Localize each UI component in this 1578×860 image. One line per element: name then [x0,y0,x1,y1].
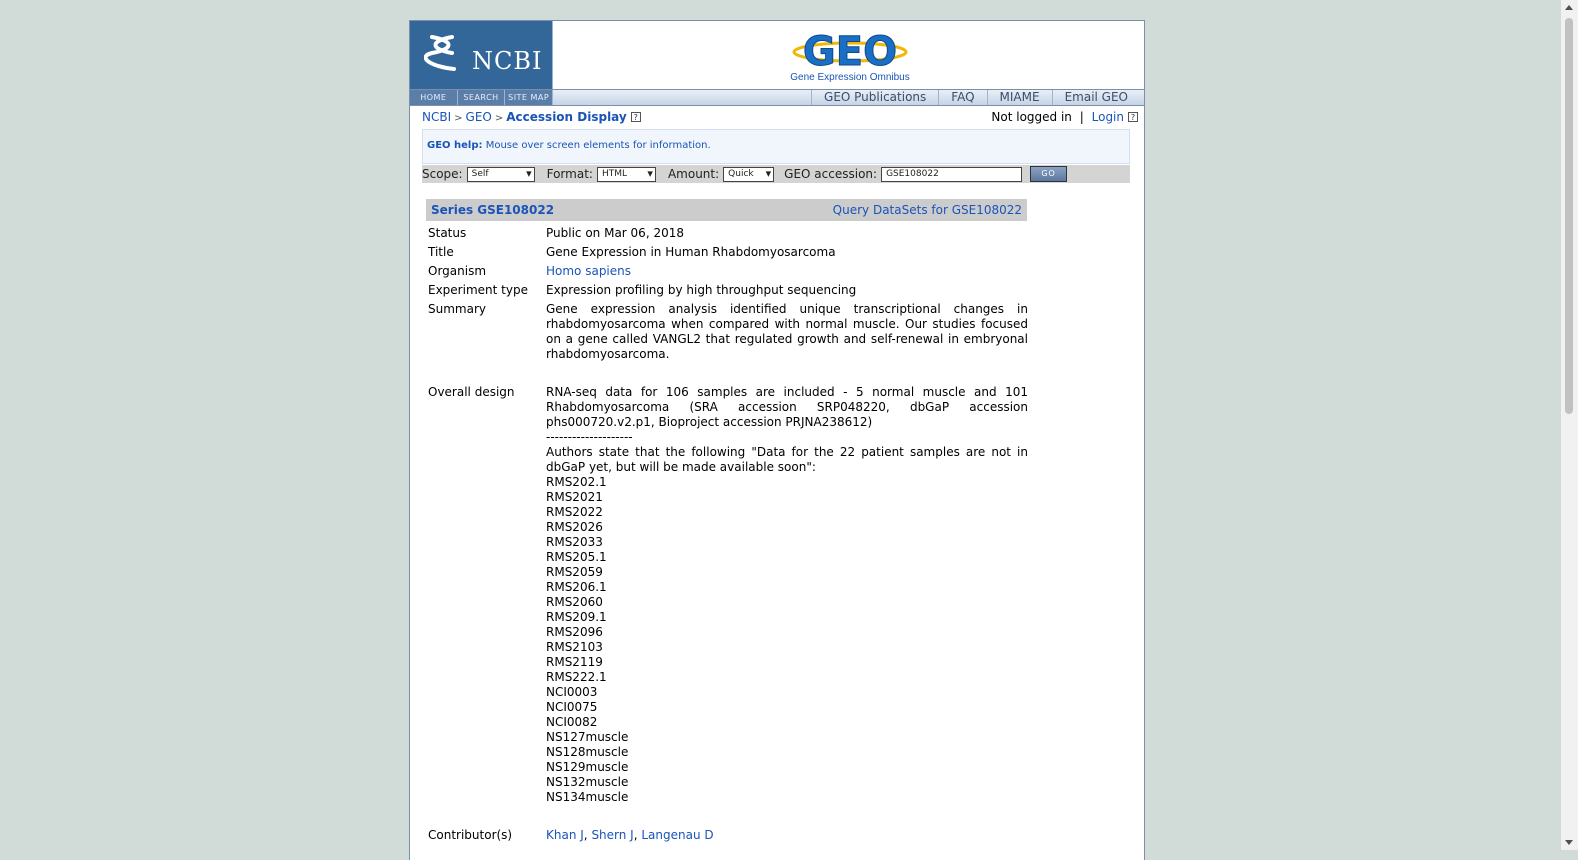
sample-item: RMS2022 [546,505,603,519]
organism-label: Organism [428,264,487,278]
sample-item: RMS2033 [546,535,603,549]
organism-row [428,262,1028,281]
scroll-down-arrow-icon[interactable] [1565,840,1573,845]
series-title: Series GSE108022 [431,203,555,217]
sample-item: NCI0003 [546,685,598,699]
summary-row [428,300,1028,364]
design-divider: -------------------- [546,430,633,444]
sample-list [546,475,1028,805]
scrollbar-thumb[interactable] [1565,18,1573,414]
contributors-label: Contributor(s) [428,828,513,842]
design-text: RNA-seq data for 106 samples are included - 5 normal muscle and 101 Rhabdomyosarcoma (SRA accession SRP048220, dbGaP accession phs000720.v2.p1, Bioproject accession PRJNA238612) [546,385,1028,429]
summary-value: Gene expression analysis identified unique transcriptional changes in rhabdomyosarcoma when compared with normal muscle. Our studies focused on a gene called VANGL2 that regulated growth and self-renewal in embryonal rhabdomyosarcoma. [546,302,1028,361]
status-label: Status [428,226,467,240]
query-datasets-link[interactable]: Query DataSets for GSE108022 [832,203,1022,217]
sample-item: NS129muscle [546,760,629,774]
breadcrumb-separator: > [454,113,463,124]
sample-item: RMS2060 [546,595,603,609]
sample-item: NS132muscle [546,775,629,789]
login-divider: | [1079,110,1084,124]
breadcrumb [422,109,641,127]
amount-label: Amount: [667,167,720,181]
experiment-type-row [428,281,1028,300]
sample-item: NS134muscle [546,790,629,804]
overall-design-value [546,383,1028,807]
contributor-link[interactable]: Langenau D [641,828,714,842]
ncbi-logo-text: NCBI [472,47,543,75]
amount-select[interactable]: Quick ▾ [723,167,774,182]
status-value: Public on Mar 06, 2018 [546,226,684,240]
left-nav [410,90,553,105]
nav-site-map[interactable]: SITE MAP [505,90,553,105]
nav-home[interactable]: HOME [410,90,458,105]
help-box [422,129,1130,164]
sample-item: RMS205.1 [546,550,607,564]
ncbi-logo[interactable] [410,21,553,89]
sample-item: RMS2119 [546,655,603,669]
sample-item: RMS209.1 [546,610,607,624]
help-icon[interactable]: ? [631,112,641,122]
summary-label: Summary [428,302,486,316]
nav-bar [410,89,1144,106]
help-icon[interactable]: ? [1128,112,1138,122]
contributor-separator: , [583,828,592,842]
contributors-value [546,826,1028,845]
sample-item: RMS2021 [546,490,603,504]
contributor-link[interactable]: Shern J [591,828,634,842]
contributor-separator: , [633,828,642,842]
scope-label: Scope: [422,167,463,181]
nav-geo-publications[interactable]: GEO Publications [811,90,938,105]
experiment-type-label: Experiment type [428,283,528,297]
sample-item: RMS2026 [546,520,603,534]
format-select[interactable]: HTML ▾ [597,167,656,182]
title-label: Title [428,245,454,259]
sample-item: NCI0082 [546,715,598,729]
status-row [428,224,1028,243]
title-value: Gene Expression in Human Rhabdomyosarcoma [546,245,836,259]
nav-email-geo[interactable]: Email GEO [1052,90,1140,105]
accession-label: GEO accession: [784,167,878,181]
scroll-up-arrow-icon[interactable] [1565,5,1573,10]
organism-link[interactable]: Homo sapiens [546,264,632,278]
experiment-type-value: Expression profiling by high throughput sequencing [546,283,857,297]
overall-design-row [428,383,1028,807]
overall-design-label: Overall design [428,385,515,399]
sample-item: NS128muscle [546,745,629,759]
nav-search[interactable]: SEARCH [458,90,506,105]
sample-item: RMS222.1 [546,670,607,684]
help-label: GEO help: [427,140,483,151]
login-link[interactable]: Login [1091,110,1124,124]
login-area [991,109,1138,125]
breadcrumb-ncbi[interactable]: NCBI [422,110,452,124]
sample-item: RMS2096 [546,625,603,639]
geo-logo[interactable] [780,26,920,86]
sample-item: NCI0075 [546,700,598,714]
top-nav [811,90,1140,105]
dna-helix-icon [424,33,460,73]
sample-item: RMS2059 [546,565,603,579]
header [410,21,1144,90]
nav-faq[interactable]: FAQ [938,90,986,105]
title-row [428,243,1028,262]
sample-item: RMS206.1 [546,580,607,594]
sample-item: RMS2103 [546,640,603,654]
help-text: Mouse over screen elements for information. [485,140,711,151]
page-scrollbar[interactable] [1561,0,1578,850]
breadcrumb-separator: > [494,113,504,124]
breadcrumb-current: Accession Display [506,110,627,124]
format-label: Format: [546,167,593,181]
design-note: Authors state that the following "Data for the 22 patient samples are not in dbGaP yet, but will be made available soon": [546,445,1028,474]
scope-select[interactable]: Self ▾ [467,167,535,182]
contributors-row [428,826,1028,845]
sample-item: RMS202.1 [546,475,607,489]
login-status: Not logged in [991,110,1072,124]
accession-input[interactable]: GSE108022 [881,167,1022,182]
series-details [428,224,1028,845]
geo-logo-text: GEO [802,29,898,72]
nav-miame[interactable]: MIAME [987,90,1052,105]
page-container [409,20,1145,860]
query-form [422,165,1130,183]
geo-logo-mark [780,26,920,72]
sample-item: NS127muscle [546,730,629,744]
go-button[interactable]: GO [1030,166,1067,182]
series-header [426,199,1027,221]
contributor-link[interactable]: Khan J [546,828,584,842]
geo-subtitle: Gene Expression Omnibus [790,72,910,83]
breadcrumb-geo[interactable]: GEO [465,110,492,124]
